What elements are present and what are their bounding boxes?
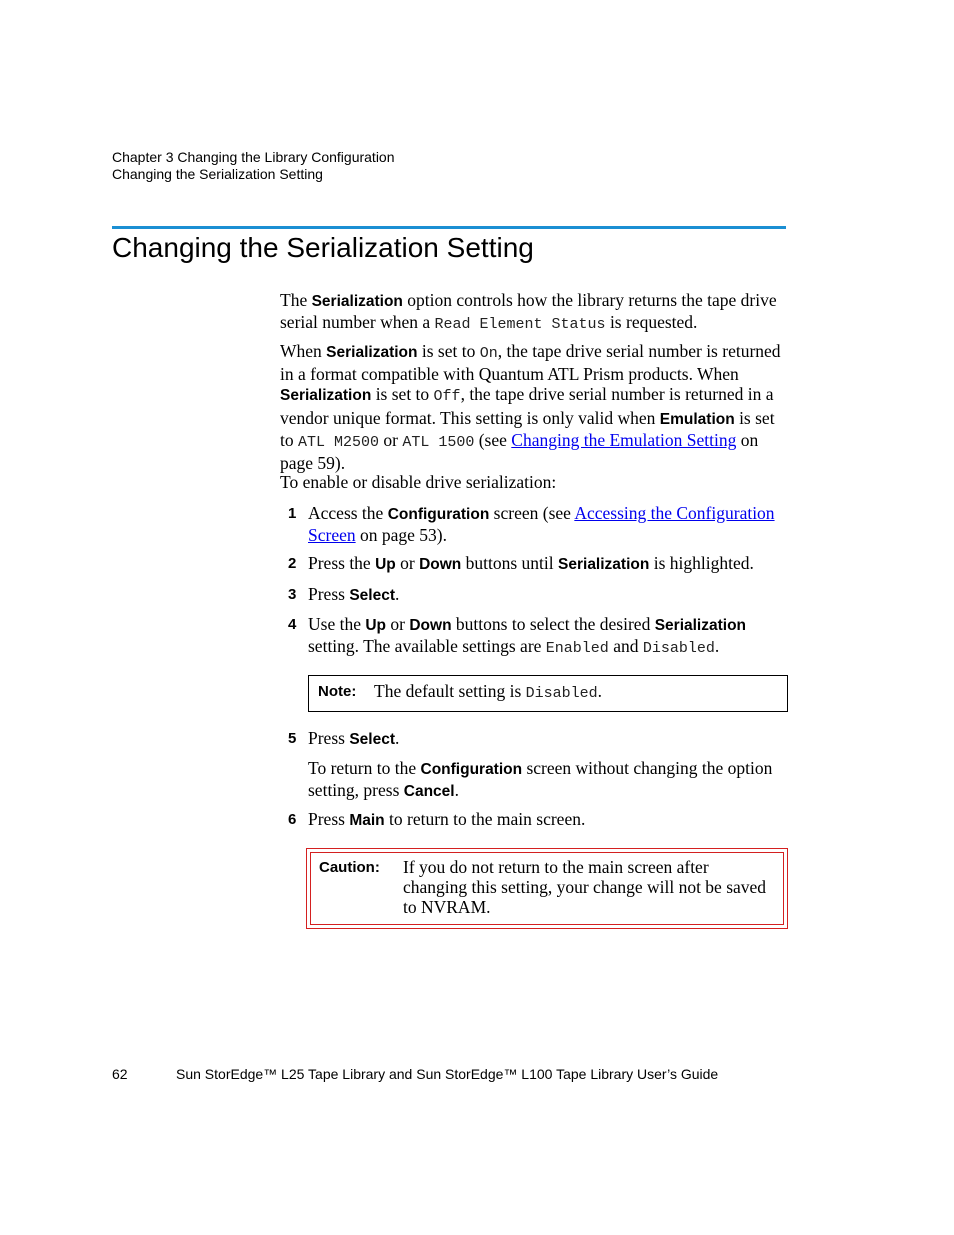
step-5-detail: To return to the Configuration screen without changing the option setting, press Cancel. (308, 758, 773, 801)
note-label: Note: (318, 683, 357, 700)
note-box (308, 675, 788, 712)
step-number-2: 2 (288, 555, 297, 572)
step-6: Press Main to return to the main screen. (308, 809, 586, 829)
step-4: Use the Up or Down buttons to select the desired Serialization setting. The available settings are Enabled and Disabled. (308, 614, 747, 658)
emulation-setting-link[interactable]: Changing the Emulation Setting (511, 429, 737, 450)
page-number: 62 (112, 1066, 128, 1082)
step-number-6: 6 (288, 811, 297, 828)
footer-title: Sun StorEdge™ L25 Tape Library and Sun StorEdge™ L100 Tape Library User’s Guide (176, 1066, 719, 1082)
page-title: Changing the Serialization Setting (112, 232, 534, 263)
step-5: Press Select. (308, 728, 400, 748)
step-number-4: 4 (288, 616, 297, 633)
running-head-chapter: Chapter 3 Changing the Library Configuration (112, 149, 395, 165)
caution-box (306, 848, 788, 929)
intro-paragraph: The Serialization option controls how the library returns the tape drive serial number when a Read Element Status is requested. (280, 290, 777, 334)
bold-term: Serialization (311, 293, 403, 310)
running-head-section: Changing the Serialization Setting (112, 166, 323, 182)
caution-inner-border (310, 852, 784, 925)
code-text: Read Element Status (434, 316, 606, 334)
step-number-5: 5 (288, 730, 297, 747)
step-1: Access the Configuration screen (see Accessing the Configuration Screen on page 53). (308, 503, 775, 546)
serialization-paragraph: When Serialization is set to On, the tape drive serial number is returned in a format compatible with Quantum ATL Prism products. When Serialization is set to Off, the tape drive serial number is returned in a vendor unique format. This setting is only valid when Emulation is set to ATL M2500 or ATL 1500 (see Changing the Emulation Setting on page 59). (280, 341, 781, 474)
caution-text: If you do not return to the main screen after changing this setting, your change will not be saved to NVRAM. (403, 857, 767, 918)
step-2: Press the Up or Down buttons until Serialization is highlighted. (308, 553, 754, 573)
step-number-1: 1 (288, 505, 297, 522)
step-3: Press Select. (308, 584, 400, 604)
caution-label: Caution: (319, 859, 380, 876)
step-number-3: 3 (288, 586, 297, 603)
configuration-screen-link[interactable]: Accessing the Configuration Screen (308, 503, 775, 546)
running-head (112, 149, 395, 183)
procedure-intro: To enable or disable drive serialization: (280, 472, 557, 492)
note-text: The default setting is Disabled. (374, 681, 603, 702)
